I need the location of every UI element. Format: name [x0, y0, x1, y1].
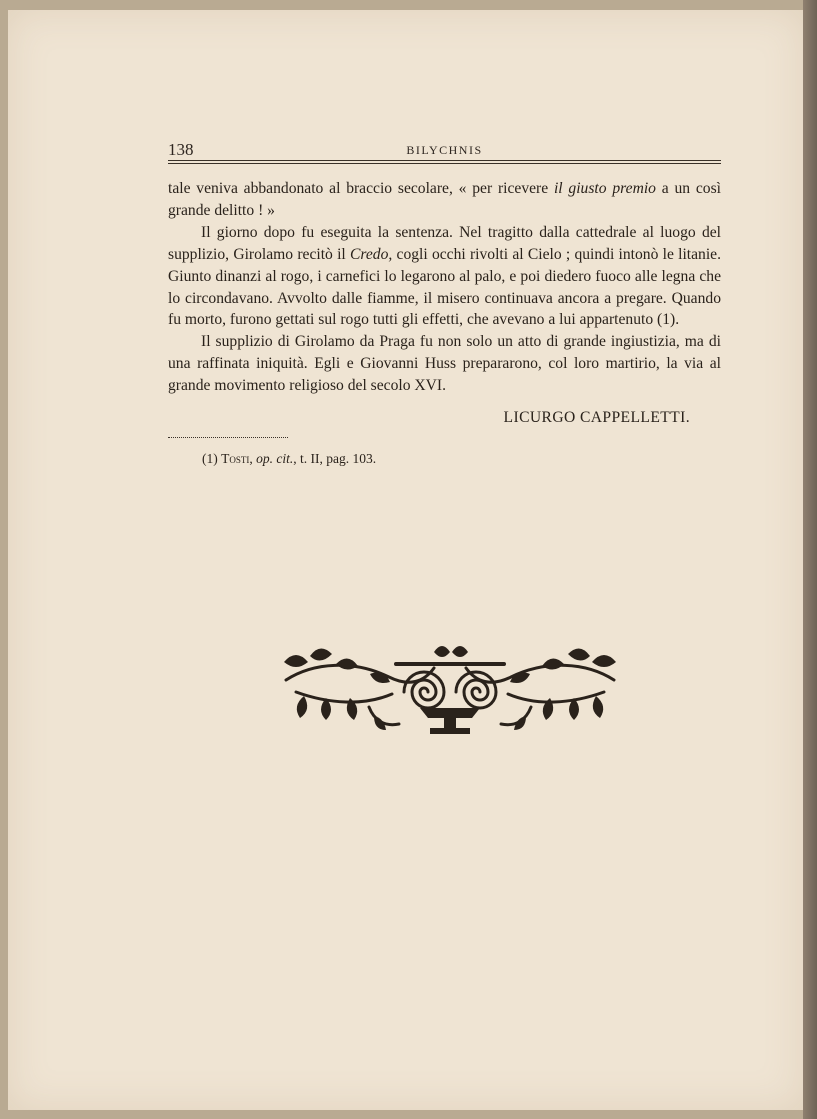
header-double-rule	[168, 160, 721, 164]
footnote-divider	[168, 437, 288, 438]
running-title: BILYCHNIS	[406, 143, 483, 157]
footnote: (1) Tosti, op. cit., t. II, pag. 103.	[202, 451, 377, 466]
article-body	[168, 178, 721, 397]
footnote-italic: op. cit.	[256, 451, 294, 466]
paragraph-1: tale veniva abbandonato al braccio secolare, « per ricevere il giusto premio a un così grande delitto ! »	[168, 180, 722, 219]
floral-vase-ornament-icon	[274, 632, 626, 740]
book-page	[8, 10, 804, 1110]
page-number: 138	[168, 140, 194, 159]
italic-word: Credo,	[349, 245, 393, 263]
paragraph-2: Il giorno dopo fu eseguita la sentenza. Nel tragitto dalla cattedrale al luogo del supplizio, Girolamo recitò il Credo, cogli occhi rivolti al Cielo ; quindi intonò le litanie. Giunto dinanzi al rogo, i carnefici lo legarono al palo, e poi diedero fuoco alle legna che lo circondavano. Avvolto dalle fiamme, il misero continuava ancora a pregare. Quando fu morto, furono gettati sul rogo tutti gli effetti, che avevano a lui appartenuto (1).	[168, 223, 722, 329]
footnote-author: Tosti,	[221, 451, 253, 466]
italic-phrase: il giusto premio	[553, 180, 656, 197]
page-header	[168, 140, 721, 160]
book-spine-edge	[803, 0, 817, 1119]
author-signature: LICURGO CAPPELLETTI.	[503, 409, 690, 426]
paragraph-3: Il supplizio di Girolamo da Praga fu non solo un atto di grande ingiustizia, ma di una raffinata iniquità. Egli e Giovanni Huss prepararono, col loro martirio, la via al grande movimento religioso del secolo XVI.	[168, 333, 721, 395]
